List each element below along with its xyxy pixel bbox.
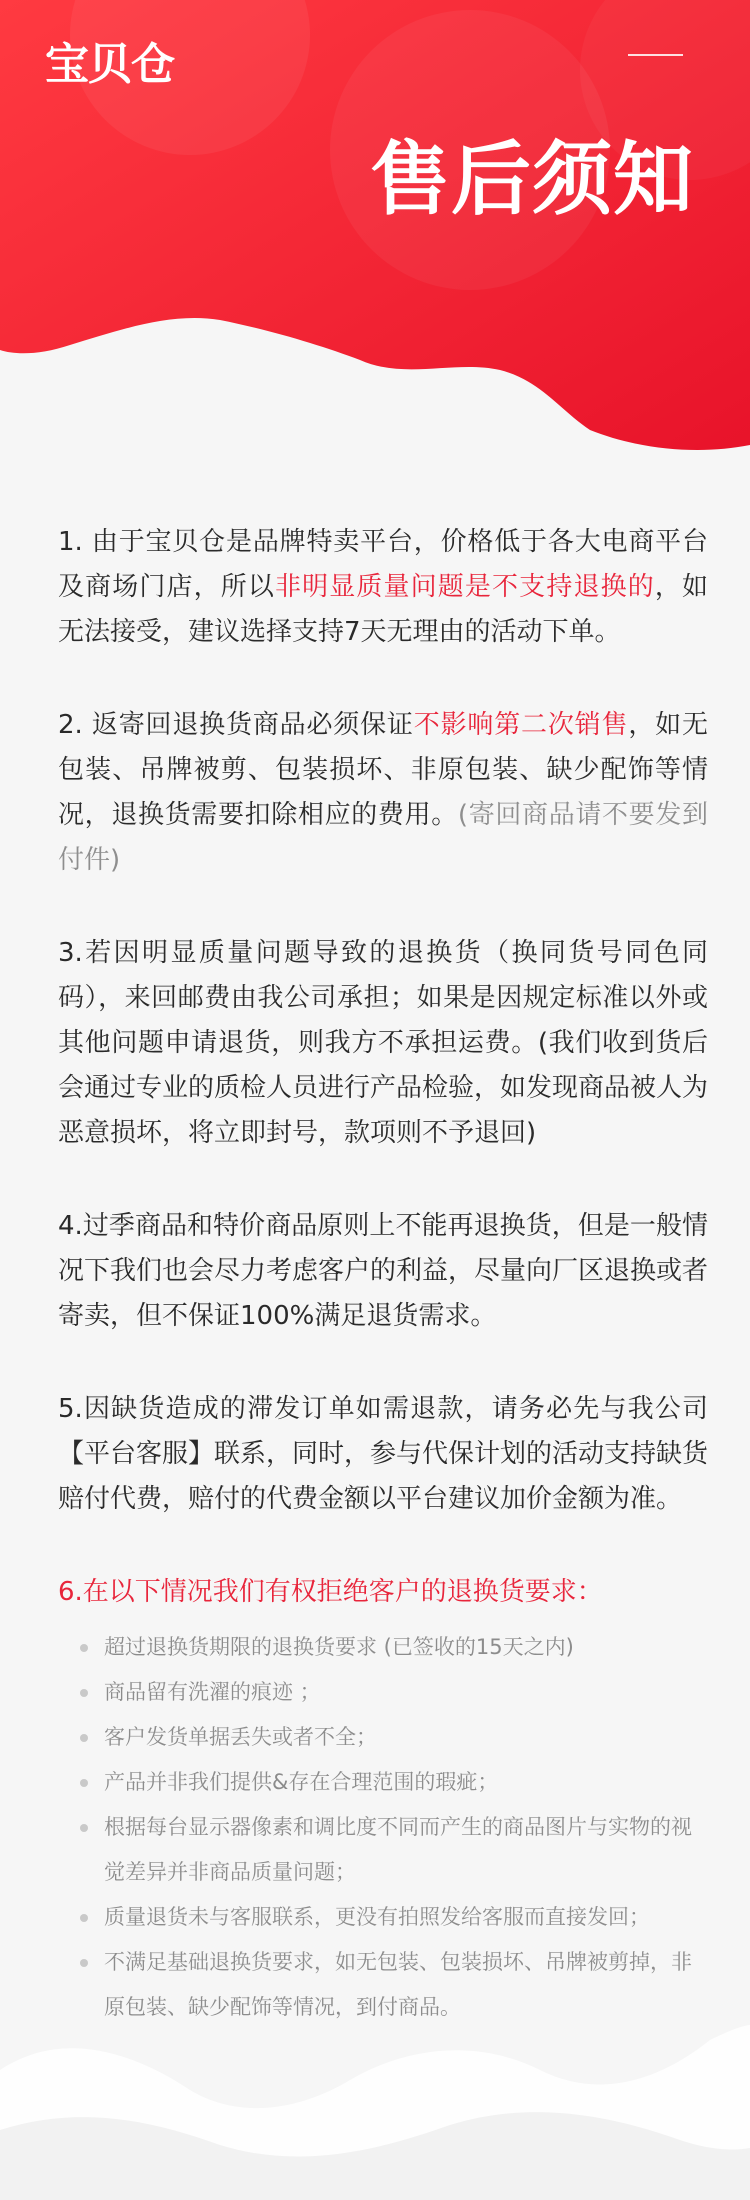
notice-content [58,520,708,2030]
bullet-dot-icon [80,1644,88,1652]
rule-2-note: (寄回商品请不要发到付件) [58,800,708,875]
list-item-text: 不满足基础退换货要求，如无包装、包装损坏、吊牌被剪掉，非原包装、缺少配饰等情况，到付商品。 [104,1950,692,2019]
list-item-text: 商品留有洗濯的痕迹 ； [104,1680,321,1704]
rule-4: 4.过季商品和特价商品原则上不能再退换货，但是一般情况下我们也会尽力考虑客户的利益，尽量向厂区退换或者寄卖，但不保证100%满足退货需求。 [58,1211,709,1331]
rule-1-text: 1. 由于宝贝仓是品牌特卖平台，价格低于各大电商平台及商场门店，所以 [58,527,708,602]
rule-2-text: 2. 返寄回退换货商品必须保证 [58,710,414,740]
bullet-dot-icon [80,1914,88,1922]
list-item [58,1760,708,1805]
bullet-dot-icon [80,1824,88,1832]
rule-1-highlight: 非明显质量问题是不支持退换的 [275,572,655,602]
rule-1-text-end: ，如无法接受，建议选择支持7天无理由的活动下单。 [58,572,708,647]
list-item-text: 超过退换货期限的退换货要求 (已签收的15天之内) [104,1635,574,1659]
list-item-text: 质量退货未与客服联系，更没有拍照发给客服而直接发回； [104,1905,650,1929]
bullet-dot-icon [80,1734,88,1742]
list-item [58,1895,708,1940]
list-item-text: 客户发货单据丢失或者不全； [104,1725,377,1749]
rule-5: 5.因缺货造成的滞发订单如需退款，请务必先与我公司【平台客服】联系，同时，参与代保计划的活动支持缺货赔付代费，赔付的代费金额以平台建议加价金额为准。 [58,1394,709,1514]
rule-2-text-end: ，如无包装、吊牌被剪、包装损坏、非原包装、缺少配饰等情况，退换货需要扣除相应的费用。 [58,710,708,830]
list-item [58,1670,708,1715]
list-item-text: 产品并非我们提供&存在合理范围的瑕疵； [104,1770,499,1794]
bullet-dot-icon [80,1959,88,1967]
header-decorative-line [628,54,683,56]
rule-2 [58,703,708,883]
list-item [58,1715,708,1760]
reject-section-title: 6.在以下情况我们有权拒绝客户的退换货要求： [58,1577,603,1607]
list-item-text: 根据每台显示器像素和调比度不同而产生的商品图片与实物的视觉差异并非商品质量问题； [104,1815,692,1884]
bullet-dot-icon [80,1779,88,1787]
reject-conditions-list [58,1625,708,2030]
rule-3: 3.若因明显质量问题导致的退换货（换同货号同色同码），来回邮费由我公司承担；如果是因规定标准以外或其他问题申请退货，则我方不承担运费。(我们收到货后会通过专业的质检人员进行产品检验，如发现商品被人为恶意损坏，将立即封号，款项则不予退回) [58,938,709,1148]
rule-1 [58,520,708,655]
list-item [58,1805,708,1895]
bullet-dot-icon [80,1689,88,1697]
list-item [58,1625,708,1670]
rule-2-highlight: 不影响第二次销售 [413,710,629,740]
page-title: 售后须知 [370,133,694,226]
cloud-footer-background [0,2010,750,2200]
brand-logo: 宝贝仓 [45,39,174,90]
